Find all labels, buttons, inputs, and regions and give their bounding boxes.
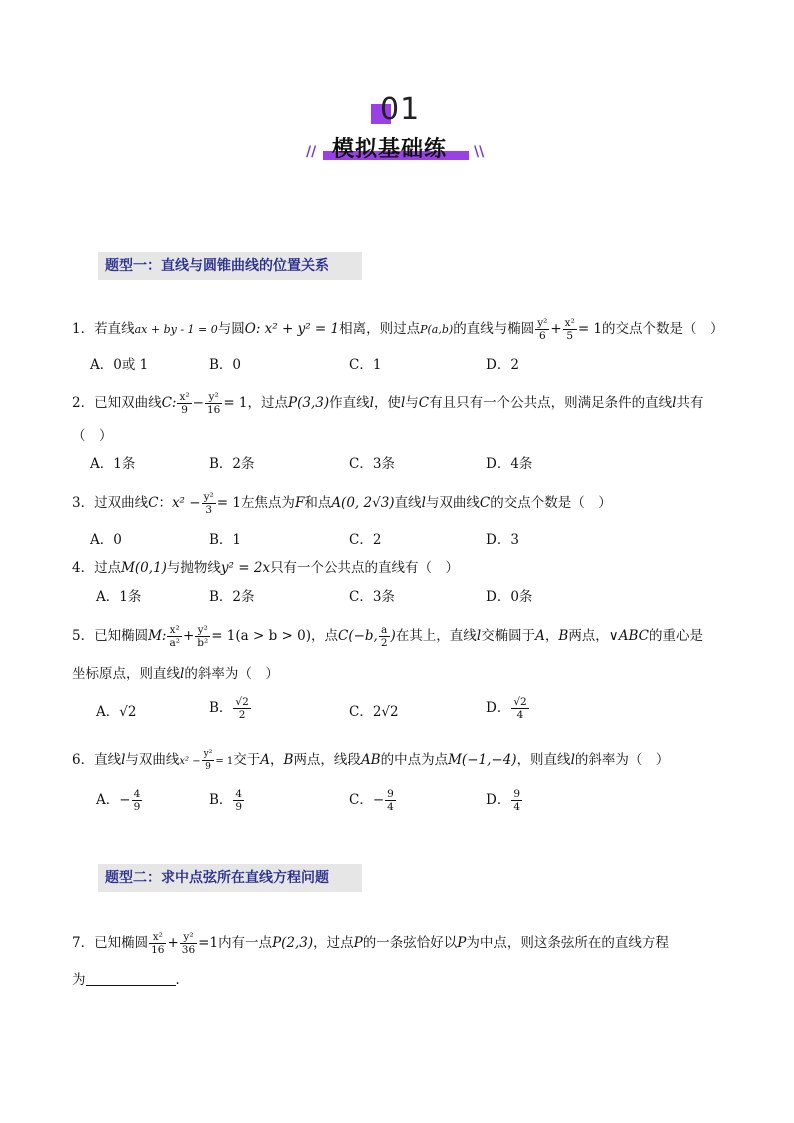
question-1: 1．若直线ax + by - 1 = 0与圆O: x² + y² = 1相离，则过点P(a,b)的直线与椭圆 $\frac{\text{y²}}{6}$ + $\frac{\text{x²}}{5}$ = 1的交点个数是（ ） xyxy=(72,317,724,342)
answer-blank[interactable] xyxy=(86,971,176,986)
q3-option-a: A．0 xyxy=(90,532,122,548)
q6-option-b: B． $\frac{4}{9}$ xyxy=(209,788,243,813)
q4-option-b: B．2条 xyxy=(209,589,255,605)
question-5: 5．已知椭圆M: $\frac{\text{x²}}{\text{a²}}$ + $\frac{\text{y²}}{\text{b²}}$ = 1(a > b > 0)，点C(−b, $\frac{a}{2}$ )在其上，直线l交椭圆于A，B两点，∨ABC的重心是 xyxy=(72,624,703,649)
section-number: 01 xyxy=(380,92,421,127)
question-7: 7．已知椭圆 $\frac{\text{x²}}{16}$ + $\frac{\text{y²}}{36}$ =1内有一点P(2,3)，过点P的一条弦恰好以P为中点，则这条弦所在的直线方程 xyxy=(72,931,669,956)
q2-option-c: C．3条 xyxy=(349,456,395,472)
q2-option-d: D．4条 xyxy=(486,456,533,472)
q4-option-d: D．0条 xyxy=(486,589,533,605)
q2-option-b: B．2条 xyxy=(209,456,255,472)
q1-option-a: A．0或 1 xyxy=(90,357,149,373)
q2-option-a: A．1条 xyxy=(90,456,136,472)
question-4: 4．过点M(0,1)与抛物线y² = 2x只有一个公共点的直线有（ ） xyxy=(72,560,460,576)
q1-option-d: D．2 xyxy=(486,357,519,373)
question-2-line-2: （ ） xyxy=(72,428,113,444)
q5-option-b: B． $\frac{√2}{2}$ xyxy=(209,696,249,721)
question-2: 2．已知双曲线C: $\frac{\text{x²}}{9}$ − $\frac{\text{y²}}{16}$ = 1，过点P(3,3)作直线l，使l与C有且只有一个公共点，则满足条件的直线l共有 xyxy=(72,391,704,416)
q3-option-c: C．2 xyxy=(349,532,382,548)
q6-option-c: C．− $\frac{9}{4}$ xyxy=(349,788,394,813)
question-3: 3．过双曲线C：x² − $\frac{\text{y²}}{3}$ = 1左焦点为F和点A(0, 2√3)直线l与双曲线C的交点个数是（ ） xyxy=(72,491,612,516)
q5-option-c: C．2√2 xyxy=(349,704,399,720)
q1-option-c: C．1 xyxy=(349,357,382,373)
q6-option-a: A．− $\frac{4}{9}$ xyxy=(96,788,141,813)
title-slash-right: \\ xyxy=(474,144,485,160)
q6-option-d: D． $\frac{9}{4}$ xyxy=(486,788,521,813)
page-title: 模拟基础练 xyxy=(332,137,448,162)
q4-option-a: A．1条 xyxy=(96,589,142,605)
q4-option-c: C．3条 xyxy=(349,589,395,605)
question-6: 6．直线l与双曲线x² − $\frac{\text{y²}}{9}$ = 1交于A，B两点，线段AB的中点为点M(−1,−4)，则直线l的斜率为（ ） xyxy=(72,749,670,772)
q5-option-a: A．√2 xyxy=(96,704,137,720)
q5-option-d: D． $\frac{√2}{4}$ xyxy=(486,696,527,721)
q3-option-d: D．3 xyxy=(486,532,519,548)
question-7-line-2: 为 ． xyxy=(72,972,189,988)
section-heading-1: 题型一：直线与圆锥曲线的位置关系 xyxy=(98,252,362,280)
q1-option-b: B．0 xyxy=(209,357,242,373)
title-slash-left: // xyxy=(306,144,317,160)
q3-option-b: B．1 xyxy=(209,532,242,548)
question-5-line-2: 坐标原点，则直线l的斜率为（ ） xyxy=(72,666,279,682)
section-heading-2: 题型二：求中点弦所在直线方程问题 xyxy=(98,864,362,892)
